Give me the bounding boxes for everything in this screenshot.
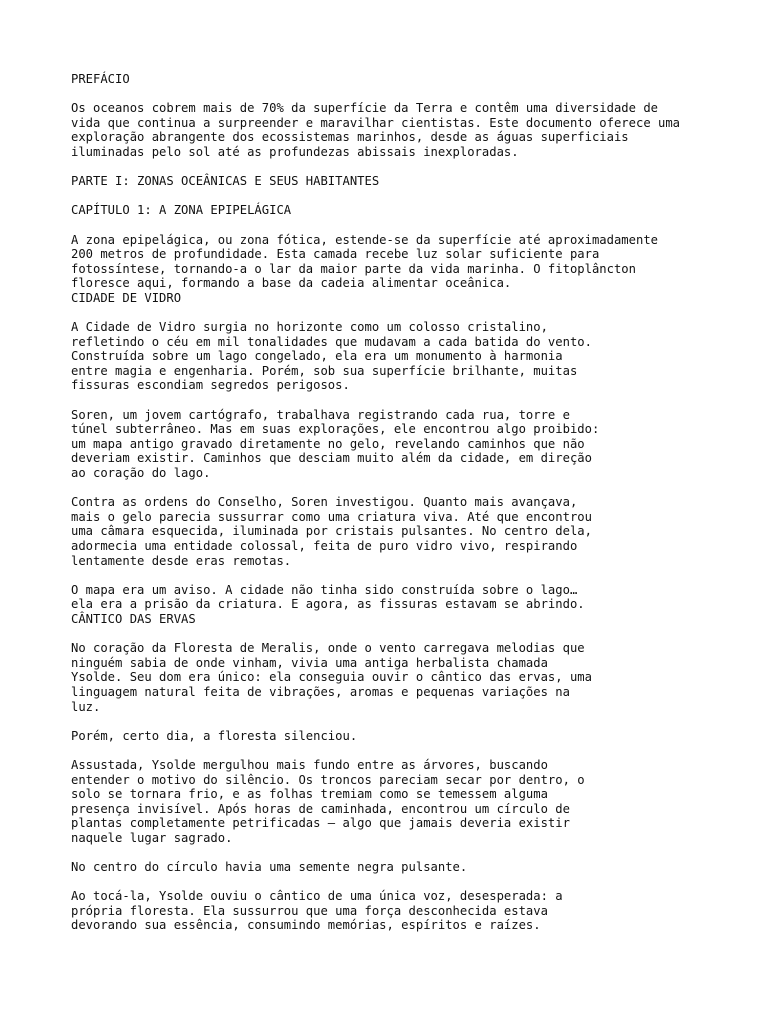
paragraph-spacer [71, 845, 731, 860]
heading-text: PREFÁCIO [71, 72, 130, 86]
text-line: ao coração do lago. [71, 466, 211, 481]
text-line: ninguém sabia de onde vinham, vivia uma antiga herbalista chamada [71, 655, 548, 670]
text-line: ela era a prisão da criatura. E agora, as fissuras estavam se abrindo. [71, 597, 585, 612]
paragraph [71, 233, 731, 291]
paragraph [71, 889, 731, 933]
text-line: linguagem natural feita de vibrações, aromas e pequenas variações na [71, 684, 570, 699]
paragraph-spacer [71, 481, 731, 496]
section-heading [71, 291, 731, 306]
section-heading [71, 72, 731, 87]
text-line: entender o motivo do silêncio. Os troncos pareciam secar por dentro, o [71, 772, 585, 787]
text-line: Construída sobre um lago congelado, ela era um monumento à harmonia [71, 349, 563, 364]
paragraph-spacer [71, 743, 731, 758]
text-line: lentamente desde eras remotas. [71, 553, 292, 568]
paragraph-spacer [71, 875, 731, 890]
paragraph [71, 641, 731, 714]
text-line: devorando sua essência, consumindo memórias, espíritos e raízes. [71, 918, 541, 933]
text-line: floresce aqui, formando a base da cadeia alimentar oceânica. [71, 276, 512, 291]
text-line: Assustada, Ysolde mergulhou mais fundo entre as árvores, buscando [71, 757, 548, 772]
text-line: um mapa antigo gravado diretamente no gelo, revelando caminhos que não [71, 436, 585, 451]
text-line: entre magia e engenharia. Porém, sob sua superfície brilhante, muitas [71, 363, 578, 378]
text-line: própria floresta. Ela sussurrou que uma força desconhecida estava [71, 903, 548, 918]
heading-text: CAPÍTULO 1: A ZONA EPIPELÁGICA [71, 203, 292, 218]
text-line: mais o gelo parecia sussurrar como uma criatura viva. Até que encontrou [71, 509, 592, 524]
paragraph [71, 101, 731, 159]
text-line: Porém, certo dia, a floresta silenciou. [71, 728, 358, 743]
paragraph [71, 320, 731, 393]
text-line: fotossíntese, tornando-a o lar da maior parte da vida marinha. O fitoplâncton [71, 261, 636, 276]
paragraph [71, 860, 731, 875]
heading-text: PARTE I: ZONAS OCEÂNICAS E SEUS HABITANTES [71, 174, 380, 189]
paragraph-spacer [71, 160, 731, 175]
text-line: plantas completamente petrificadas — algo que jamais deveria existir [71, 816, 570, 831]
section-heading [71, 174, 731, 189]
paragraph [71, 758, 731, 846]
paragraph-spacer [71, 627, 731, 642]
paragraph-spacer [71, 568, 731, 583]
text-line: presença invisível. Após horas de caminhada, encontrou um círculo de [71, 801, 570, 816]
text-line: 200 metros de profundidade. Esta camada recebe luz solar suficiente para [71, 247, 600, 262]
text-line: A zona epipelágica, ou zona fótica, estende-se da superfície até aproximadamente [71, 232, 658, 247]
heading-text: CÂNTICO DAS ERVAS [71, 611, 196, 626]
text-line: iluminadas pelo sol até as profundezas abissais inexploradas. [71, 144, 519, 159]
paragraph-spacer [71, 393, 731, 408]
text-line: uma câmara esquecida, iluminada por cristais pulsantes. No centro dela, [71, 524, 592, 539]
text-line: adormecia uma entidade colossal, feita de puro vidro vivo, respirando [71, 539, 578, 553]
paragraph [71, 729, 731, 744]
paragraph-spacer [71, 714, 731, 729]
text-line: solo se tornara frio, e as folhas tremiam como se temessem alguma [71, 787, 548, 802]
text-line: No centro do círculo havia uma semente negra pulsante. [71, 860, 468, 875]
paragraph-spacer [71, 189, 731, 204]
paragraph [71, 408, 731, 481]
text-line: Ysolde. Seu dom era único: ela conseguia ouvir o cântico das ervas, uma [71, 670, 592, 685]
heading-text: CIDADE DE VIDRO [71, 290, 182, 305]
paragraph [71, 495, 731, 568]
text-line: deveriam existir. Caminhos que desciam muito além da cidade, em direção [71, 451, 592, 466]
text-line: túnel subterrâneo. Mas em suas explorações, ele encontrou algo proibido: [71, 422, 600, 437]
text-line: fissuras escondiam segredos perigosos. [71, 378, 350, 393]
section-heading [71, 612, 731, 627]
paragraph [71, 583, 731, 612]
paragraph-spacer [71, 218, 731, 233]
paragraph-spacer [71, 306, 731, 321]
text-line: exploração abrangente dos ecossistemas marinhos, desde as águas superficiais [71, 130, 629, 145]
section-heading [71, 203, 731, 218]
paragraph-spacer [71, 87, 731, 102]
text-line: Os oceanos cobrem mais de 70% da superfície da Terra e contêm uma diversidade de [71, 101, 658, 116]
text-line: naquele lugar sagrado. [71, 830, 233, 845]
text-line: Soren, um jovem cartógrafo, trabalhava registrando cada rua, torre e [71, 407, 570, 422]
text-line: A Cidade de Vidro surgia no horizonte como um colosso cristalino, [71, 320, 548, 335]
text-line: refletindo o céu em mil tonalidades que mudavam a cada batida do vento. [71, 334, 592, 349]
text-line: Ao tocá-la, Ysolde ouviu o cântico de uma única voz, desesperada: a [71, 889, 563, 904]
text-line: Contra as ordens do Conselho, Soren investigou. Quanto mais avançava, [71, 495, 578, 510]
text-line: O mapa era um aviso. A cidade não tinha sido construída sobre o lago… [71, 582, 578, 597]
text-line: No coração da Floresta de Meralis, onde o vento carregava melodias que [71, 641, 585, 656]
text-line: luz. [71, 699, 101, 714]
text-line: vida que continua a surpreender e maravilhar cientistas. Este documento oferece uma [71, 115, 681, 130]
document-page [71, 72, 731, 933]
